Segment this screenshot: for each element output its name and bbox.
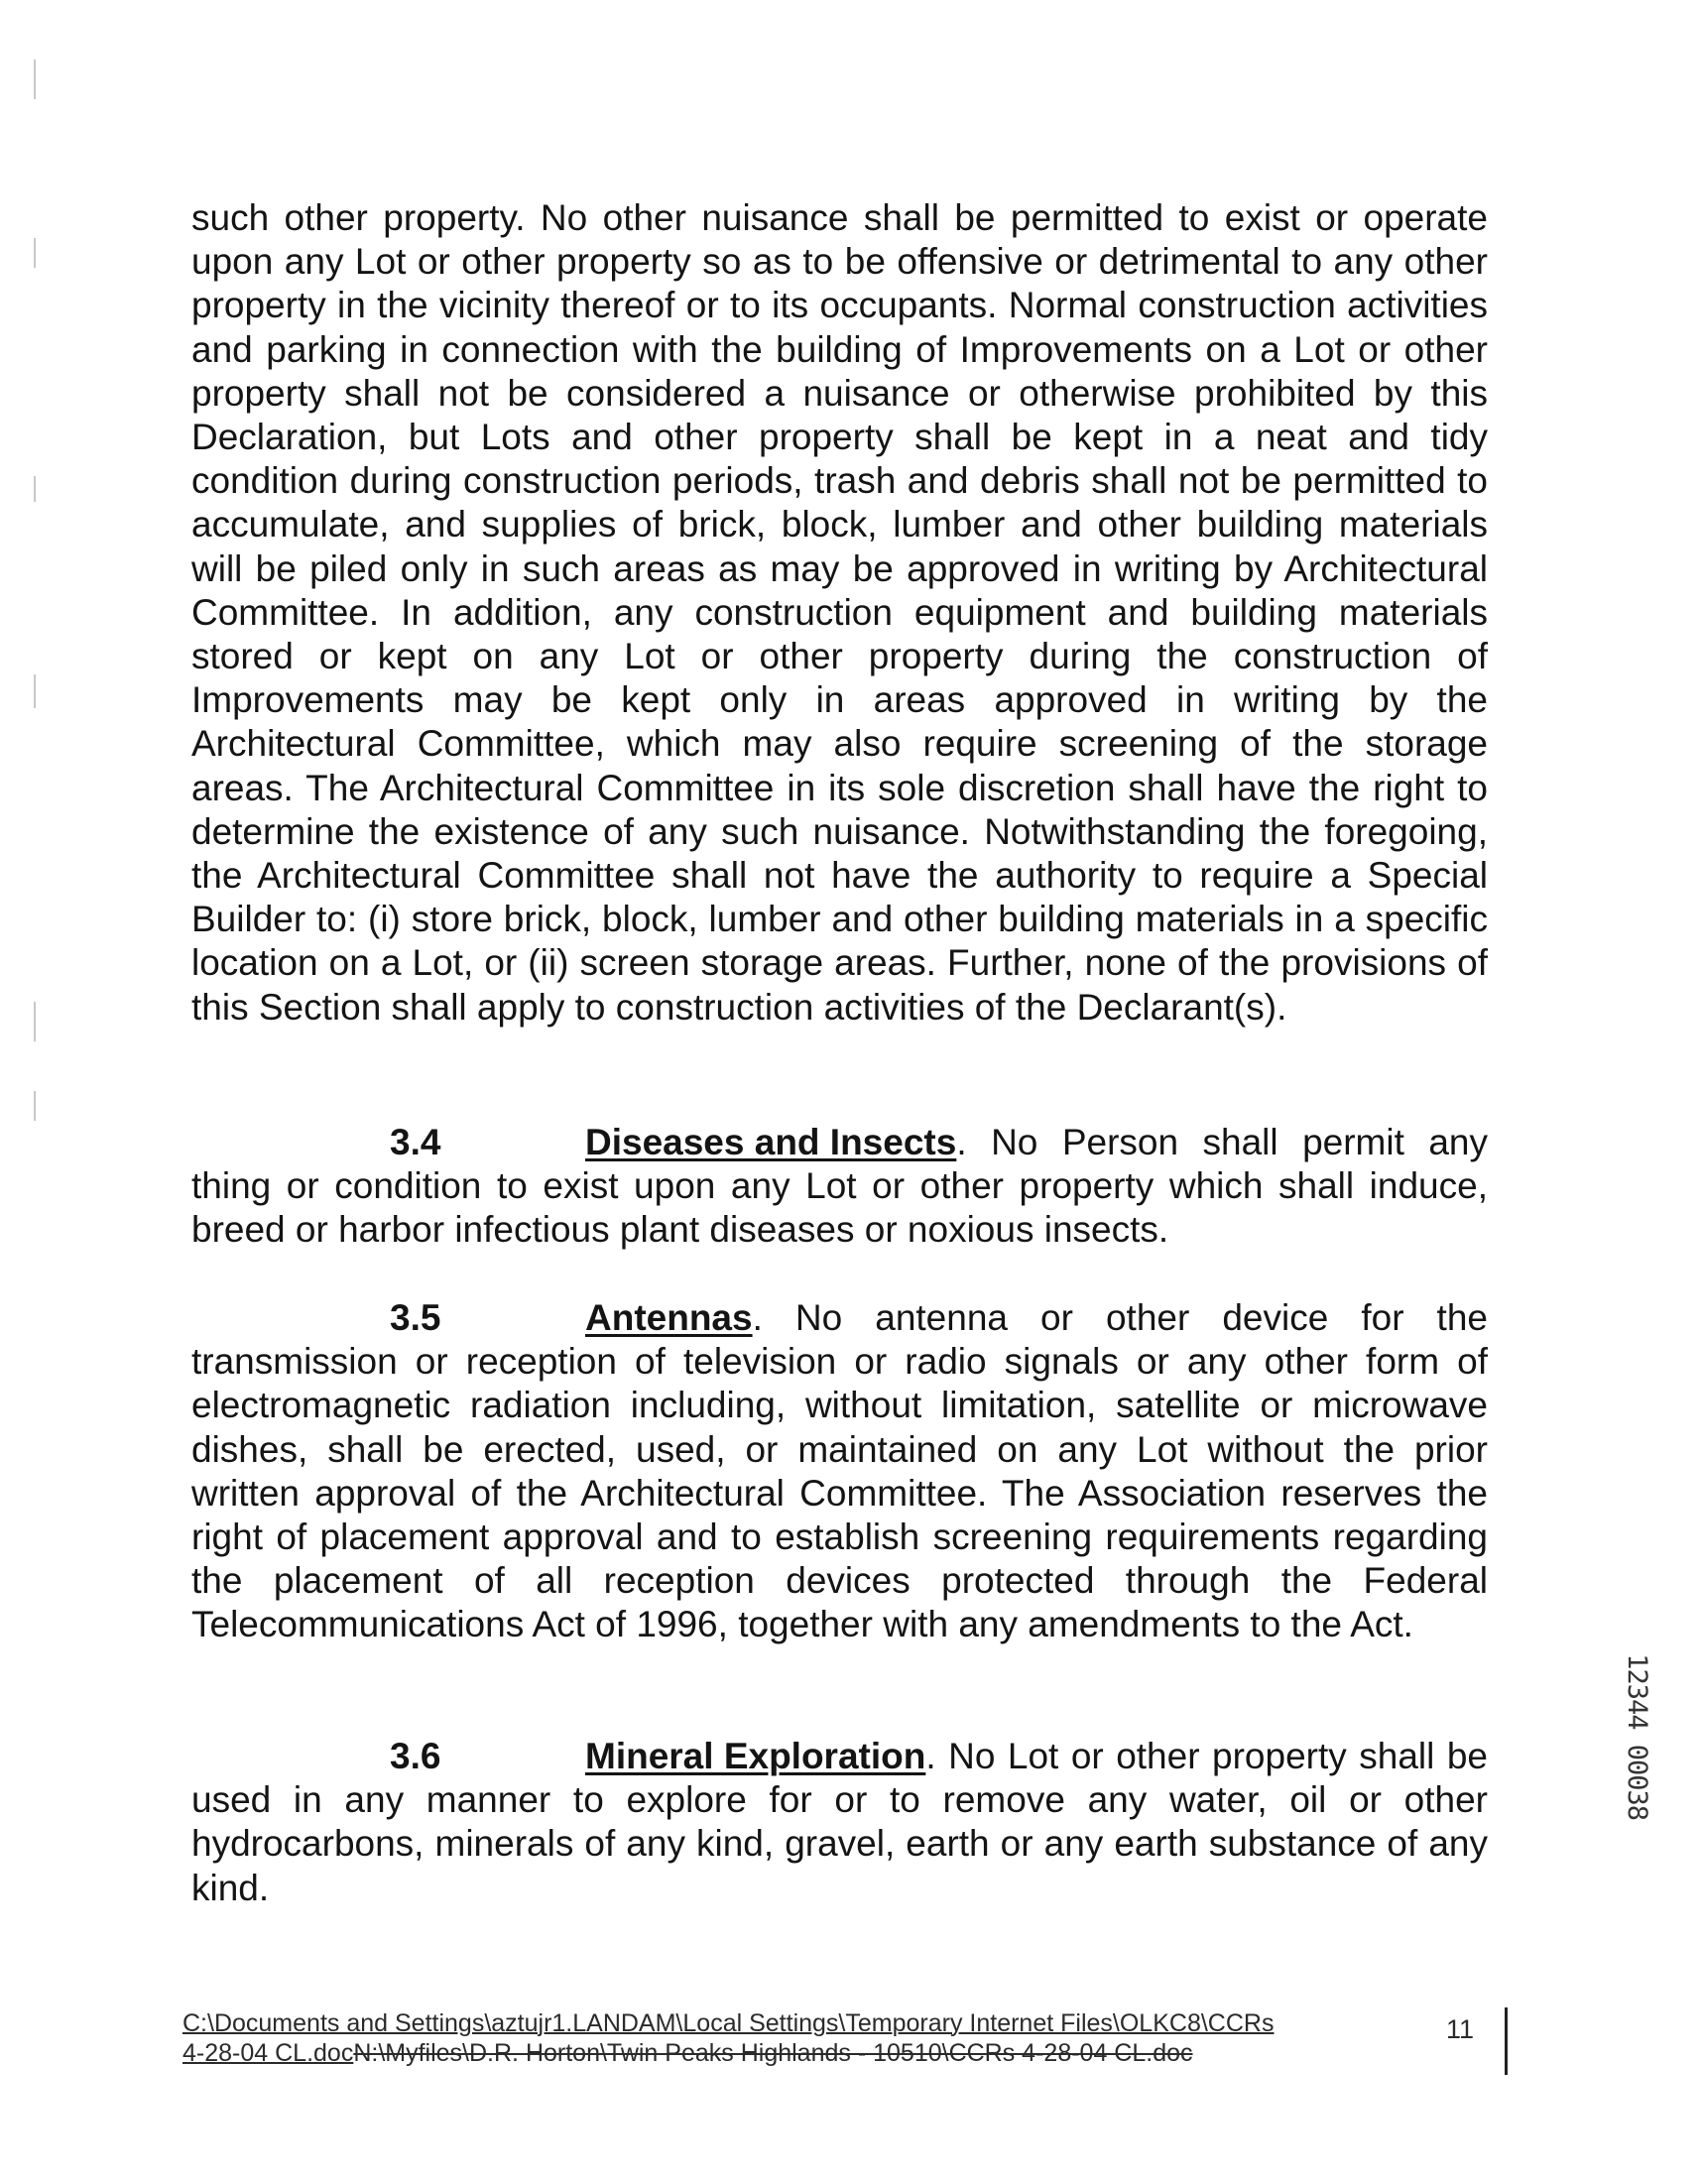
intro-paragraph: such other property. No other nuisance shall be permitted to exist or operate upon any Lot or other property so as to be offensive or detrimental to any other property in the vicinity thereof or to its occupants. Normal construction activities and parking in connection with the building of Improvements on a Lot or other property shall not be considered a nuisance or otherwise prohibited by this Declaration, but Lots and other property shall be kept in a neat and tidy condition during construction periods, trash and debris shall not be permitted to accumulate, and supplies of brick, block, lumber and other building materials will be piled only in such areas as may be approved in writing by Architectural Committee. In addition, any construction equipment and building materials stored or kept on any Lot or other property during the construction of Improvements may be kept only in areas approved in writing by the Architectural Committee, which may also require screening of the storage areas. The Architectural Committee in its sole discretion shall have the right to determine the existence of any such nuisance. Notwithstanding the foregoing, the Architectural Committee shall not have the authority to require a Special Builder to: (i) store brick, block, lumber and other building materials in a specific location on a Lot, or (ii) screen storage areas. Further, none of the provisions of this Section shall apply to construction activities of the Declarant(s).	[191, 197, 1488, 1028]
page-number: 11	[1446, 2014, 1475, 2044]
footer-path-line-2	[182, 2038, 1412, 2068]
footer-path-current-file: 4-28-04 CL.doc	[182, 2039, 354, 2067]
section-text: . No Lot or other property shall be used in any manner to explore for or to remove any water, oil or other hydrocarbons, minerals of any kind, gravel, earth or any earth substance of any kind.	[191, 1736, 1488, 1908]
section-3-6: 3.6 Mineral Exploration. No Lot or other property shall be used in any manner to explore for or to remove any water, oil or other hydrocarbons, minerals of any kind, gravel, earth or any earth substance of any kind.	[191, 1736, 1488, 1908]
bates-number-text: 12344 00038	[1622, 1653, 1652, 1820]
footer-path-line-1: C:\Documents and Settings\aztujr1.LANDAM\Local Settings\Temporary Internet Files\OLKC8\CCRs	[182, 2009, 1275, 2037]
footer-path-deleted-file: N:\Myfiles\D.R. Horton\Twin Peaks Highlands - 10510\CCRs 4-28-04 CL.doc	[353, 2039, 1193, 2067]
section-title: Diseases and Insects	[585, 1122, 957, 1162]
bates-number	[1622, 1595, 1658, 1879]
section-3-5: 3.5 Antennas. No antenna or other device for the transmission or reception of television or radio signals or any other form of electromagnetic radiation including, without limitation, satellite or microwave dishes, shall be erected, used, or maintained on any Lot without the prior written approval of the Architectural Committee. The Association reserves the right of placement approval and to establish screening requirements regarding the placement of all reception devices protected through the Federal Telecommunications Act of 1996, together with any amendments to the Act.	[191, 1297, 1488, 1645]
section-text: . No Person shall permit any thing or condition to exist upon any Lot or other property which shall induce, breed or harbor infectious plant diseases or noxious insects.	[191, 1122, 1488, 1251]
scan-edge-marks	[34, 60, 38, 1151]
section-title: Antennas	[585, 1297, 753, 1338]
revision-change-bar	[1505, 2007, 1508, 2075]
footer-file-path	[182, 2008, 1412, 2068]
section-title: Mineral Exploration	[585, 1736, 926, 1776]
section-3-4: 3.4 Diseases and Insects. No Person shall permit any thing or condition to exist upon any Lot or other property which shall induce, breed or harbor infectious plant diseases or noxious insects.	[191, 1122, 1488, 1251]
section-text: . No antenna or other device for the transmission or reception of television or radio signals or any other form of electromagnetic radiation including, without limitation, satellite or microwave dishes, shall be erected, used, or maintained on any Lot without the prior written approval of the Architectural Committee. The Association reserves the right of placement approval and to establish screening requirements regarding the placement of all reception devices protected through the Federal Telecommunications Act of 1996, together with any amendments to the Act.	[191, 1297, 1488, 1645]
